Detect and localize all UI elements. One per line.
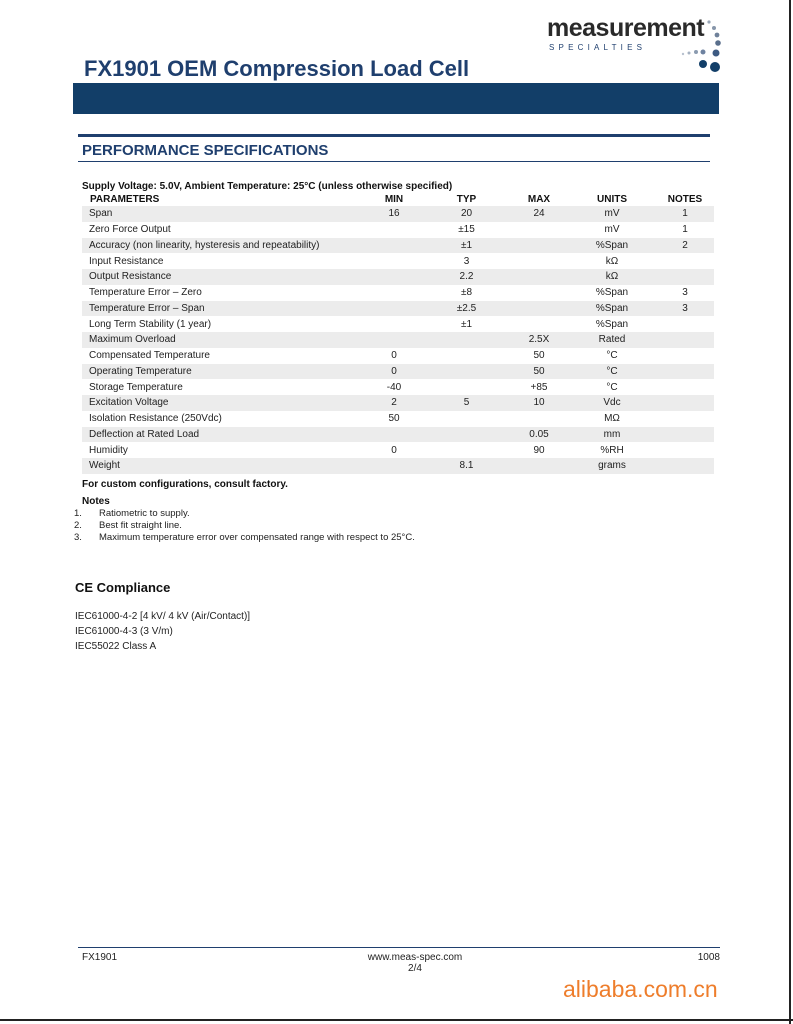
cell-param: Long Term Stability (1 year) <box>89 318 212 330</box>
cell-units: °C <box>606 381 618 393</box>
cell-param: Zero Force Output <box>89 224 171 236</box>
cell-min <box>365 222 423 238</box>
cell-min: 2 <box>365 395 423 411</box>
cell-units: °C <box>606 350 618 362</box>
logo-subtitle: SPECIALTIES <box>549 43 647 52</box>
cell-units: %RH <box>600 444 624 456</box>
test-conditions: Supply Voltage: 5.0V, Ambient Temperature: 25°C (unless otherwise specified) <box>82 181 453 192</box>
cell-units: Vdc <box>568 395 656 411</box>
cell-units: °C <box>568 364 656 380</box>
custom-config-note: For custom configurations, consult factory. <box>82 479 288 490</box>
cell-typ: ±1 <box>460 318 473 330</box>
cell-notes <box>656 332 714 348</box>
note-item <box>74 508 415 520</box>
table-row <box>82 427 714 443</box>
cell-typ <box>423 427 510 443</box>
logo-dots-icon <box>663 16 725 74</box>
cell-param: Input Resistance <box>89 255 164 267</box>
cell-notes <box>656 269 714 285</box>
note-item <box>74 520 415 532</box>
cell-param: Isolation Resistance (250Vdc) <box>89 413 222 425</box>
ce-item: IEC61000-4-3 (3 V/m) <box>75 626 173 637</box>
cell-units: %Span <box>595 318 629 330</box>
cell-notes: 1 <box>682 224 688 236</box>
cell-param: Weight <box>82 458 365 474</box>
cell-max: +85 <box>530 381 548 393</box>
cell-notes <box>656 442 714 458</box>
table-row <box>82 222 714 238</box>
cell-max <box>510 411 568 427</box>
cell-units: %Span <box>595 287 629 299</box>
section-rule-bottom <box>78 161 710 162</box>
cell-max: 50 <box>510 364 568 380</box>
section-title: PERFORMANCE SPECIFICATIONS <box>82 142 329 159</box>
table-row <box>82 253 714 269</box>
header-min: MIN <box>384 193 404 205</box>
cell-max <box>510 285 568 301</box>
cell-typ: ±2.5 <box>423 301 510 317</box>
cell-max <box>510 222 568 238</box>
notes-list <box>74 508 415 544</box>
cell-notes <box>656 316 714 332</box>
table-row <box>82 348 714 364</box>
cell-param: Operating Temperature <box>82 364 365 380</box>
cell-notes: 3 <box>656 301 714 317</box>
cell-notes <box>656 395 714 411</box>
cell-notes <box>656 379 714 395</box>
cell-max <box>510 316 568 332</box>
cell-typ: ±8 <box>460 287 473 299</box>
cell-typ: ±15 <box>458 224 475 236</box>
table-body <box>82 206 714 474</box>
cell-max <box>510 253 568 269</box>
table-row <box>82 332 714 348</box>
footer-part-number: FX1901 <box>82 952 118 963</box>
cell-param: Temperature Error – Zero <box>89 287 202 299</box>
cell-min: 0 <box>391 444 397 456</box>
footer-revision: 1008 <box>697 952 720 963</box>
cell-max: 24 <box>510 206 568 222</box>
cell-max: 90 <box>533 444 545 456</box>
cell-param: Temperature Error – Span <box>82 301 365 317</box>
ce-item: IEC55022 Class A <box>75 641 157 652</box>
cell-max: 50 <box>533 350 545 362</box>
header-units: UNITS <box>597 193 627 205</box>
company-logo <box>545 14 725 74</box>
footer-website-link[interactable]: www.meas-spec.com <box>367 952 463 963</box>
cell-notes <box>656 348 714 364</box>
table-row <box>82 316 714 332</box>
table-row <box>82 269 714 285</box>
page-border-right <box>789 0 791 1024</box>
cell-notes <box>656 364 714 380</box>
cell-min <box>365 238 423 254</box>
note-number: 1. <box>74 508 82 519</box>
cell-param: Deflection at Rated Load <box>82 427 365 443</box>
page-border-bottom <box>0 1019 793 1021</box>
cell-notes <box>656 427 714 443</box>
cell-min <box>365 316 423 332</box>
table-row <box>82 206 714 222</box>
table-row <box>82 301 714 317</box>
title-bar <box>73 83 719 114</box>
cell-param: Excitation Voltage <box>82 395 365 411</box>
cell-typ: 8.1 <box>423 458 510 474</box>
table-row <box>82 442 714 458</box>
note-number: 2. <box>74 520 82 531</box>
cell-max <box>510 269 568 285</box>
cell-min <box>365 269 423 285</box>
header-typ: TYP <box>456 193 477 205</box>
cell-units: kΩ <box>605 255 619 267</box>
notes-heading: Notes <box>82 496 110 507</box>
cell-typ <box>423 442 510 458</box>
cell-min <box>365 301 423 317</box>
cell-units: %Span <box>568 238 656 254</box>
cell-typ <box>423 411 510 427</box>
cell-notes <box>656 411 714 427</box>
table-row <box>82 395 714 411</box>
cell-min: 50 <box>388 413 400 425</box>
cell-units: mV <box>568 206 656 222</box>
cell-notes: 1 <box>656 206 714 222</box>
note-text: Ratiometric to supply. <box>99 508 190 519</box>
cell-typ: 3 <box>463 255 470 267</box>
cell-min: 16 <box>365 206 423 222</box>
table-header-row <box>82 192 714 206</box>
footer-page-number: 2/4 <box>408 963 422 974</box>
ce-item: IEC61000-4-2 [4 kV/ 4 kV (Air/Contact)] <box>75 611 251 622</box>
cell-typ: 5 <box>423 395 510 411</box>
cell-typ: 20 <box>423 206 510 222</box>
cell-min <box>365 458 423 474</box>
cell-units: mV <box>604 224 620 236</box>
ce-compliance-title: CE Compliance <box>75 580 171 595</box>
cell-notes: 2 <box>656 238 714 254</box>
header-max: MAX <box>527 193 551 205</box>
cell-units: Rated <box>568 332 656 348</box>
footer-center <box>320 952 510 974</box>
cell-min: -40 <box>386 381 402 393</box>
logo-wordmark: measurement <box>547 14 705 42</box>
cell-min: 0 <box>365 364 423 380</box>
cell-param: Accuracy (non linearity, hysteresis and repeatability) <box>82 238 365 254</box>
cell-units: kΩ <box>568 269 656 285</box>
cell-typ <box>423 332 510 348</box>
cell-max <box>510 301 568 317</box>
cell-units: %Span <box>568 301 656 317</box>
cell-param: Span <box>82 206 365 222</box>
table-row <box>82 364 714 380</box>
cell-min <box>365 332 423 348</box>
cell-notes: 3 <box>682 287 688 299</box>
header-notes: NOTES <box>667 193 703 205</box>
cell-typ <box>423 364 510 380</box>
cell-min: 0 <box>391 350 397 362</box>
section-rule-top <box>78 134 710 137</box>
cell-min <box>365 253 423 269</box>
cell-max: 0.05 <box>510 427 568 443</box>
cell-notes <box>656 458 714 474</box>
cell-max <box>510 458 568 474</box>
cell-min <box>365 427 423 443</box>
cell-param: Output Resistance <box>82 269 365 285</box>
cell-units: mm <box>568 427 656 443</box>
cell-typ: 2.2 <box>423 269 510 285</box>
cell-param: Storage Temperature <box>89 381 183 393</box>
cell-typ: ±1 <box>423 238 510 254</box>
document-title: FX1901 OEM Compression Load Cell <box>84 56 470 81</box>
note-text: Maximum temperature error over compensated range with respect to 25°C. <box>99 532 415 543</box>
cell-typ <box>423 379 510 395</box>
watermark-text: alibaba.com.cn <box>563 976 718 1002</box>
cell-max: 10 <box>510 395 568 411</box>
cell-units: grams <box>568 458 656 474</box>
cell-max <box>510 238 568 254</box>
cell-notes <box>656 253 714 269</box>
footer-rule <box>78 947 720 948</box>
cell-min <box>365 285 423 301</box>
table-row <box>82 458 714 474</box>
cell-units: MΩ <box>604 413 620 425</box>
table-row <box>82 411 714 427</box>
note-text: Best fit straight line. <box>99 520 182 531</box>
specifications-table <box>82 192 714 474</box>
cell-param: Humidity <box>89 444 128 456</box>
table-row <box>82 379 714 395</box>
cell-typ <box>423 348 510 364</box>
cell-param: Maximum Overload <box>82 332 365 348</box>
note-item <box>74 532 415 544</box>
header-parameters: PARAMETERS <box>90 193 160 205</box>
table-row <box>82 285 714 301</box>
ce-compliance-list <box>75 609 250 654</box>
cell-max: 2.5X <box>510 332 568 348</box>
note-number: 3. <box>74 532 82 543</box>
table-row <box>82 238 714 254</box>
cell-param: Compensated Temperature <box>89 350 210 362</box>
